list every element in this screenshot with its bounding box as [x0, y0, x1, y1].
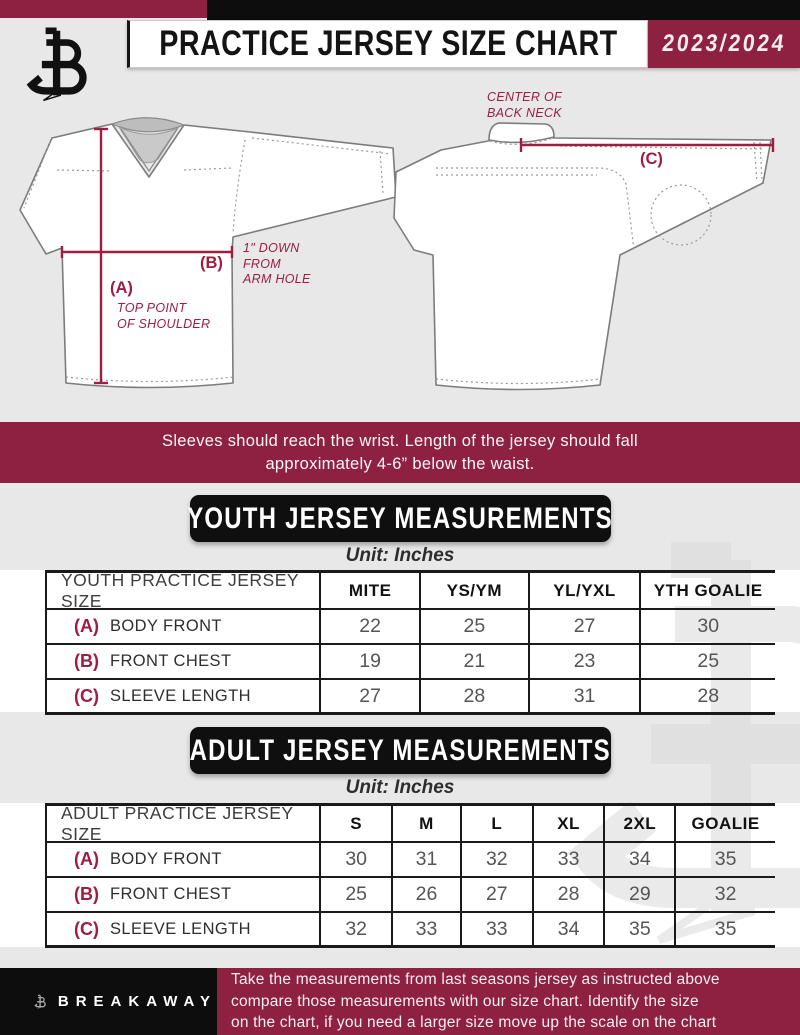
- table-row: [47, 645, 775, 680]
- breakaway-b-logo-footer: [34, 982, 48, 1022]
- footer-note-line2: compare those measurements with our size chart. Identify the size: [231, 992, 699, 1010]
- measure-c-tag: (C): [640, 150, 663, 168]
- cell-value: 19: [319, 645, 419, 678]
- footer-note-line1: Take the measurements from last seasons jersey as instructed above: [231, 971, 720, 989]
- brand-name: BREAKAWAY: [57, 993, 217, 1010]
- table-row: [47, 843, 775, 878]
- cell-value: 30: [319, 843, 391, 876]
- measure-b-tag: (B): [200, 254, 223, 272]
- cell-value: 29: [603, 878, 674, 911]
- cell-value: 33: [391, 913, 460, 945]
- cell-value: 28: [419, 680, 528, 712]
- table-row: [47, 913, 775, 948]
- table-row: [47, 680, 775, 715]
- page-title: PRACTICE JERSEY SIZE CHART: [159, 24, 618, 63]
- cell-value: 32: [674, 878, 775, 911]
- adult-section-heading: ADULT JERSEY MEASUREMENTS: [190, 727, 611, 774]
- row-tag: (C): [74, 685, 99, 706]
- cell-value: 31: [528, 680, 640, 712]
- cell-value: 32: [460, 843, 532, 876]
- cell-value: 35: [674, 843, 775, 876]
- cell-value: 30: [639, 610, 775, 643]
- row-tag: (C): [74, 918, 99, 939]
- cell-value: 22: [319, 610, 419, 643]
- season-label: 2023/2024: [660, 30, 788, 57]
- fit-notice-banner: [0, 422, 800, 483]
- season-badge: [648, 20, 800, 68]
- row-label: SLEEVE LENGTH: [110, 686, 251, 705]
- row-label: BODY FRONT: [110, 850, 222, 868]
- cell-value: 34: [603, 843, 674, 876]
- fit-notice-line2: approximately 4-6” below the waist.: [265, 454, 535, 473]
- adult-size-table: [45, 803, 775, 948]
- cell-value: 34: [532, 913, 604, 945]
- cell-value: 35: [674, 913, 775, 945]
- cell-value: 27: [460, 878, 532, 911]
- column-header: GOALIE: [674, 806, 775, 841]
- youth-size-table: [45, 570, 775, 715]
- column-header: S: [319, 806, 391, 841]
- column-header: M: [391, 806, 460, 841]
- title-banner: [127, 20, 648, 68]
- cell-value: 35: [603, 913, 674, 945]
- column-header: 2XL: [603, 806, 674, 841]
- table-header-row: [47, 802, 775, 844]
- row-label: SLEEVE LENGTH: [110, 919, 251, 938]
- cell-value: 23: [528, 645, 640, 678]
- cell-value: 33: [460, 913, 532, 945]
- header-black-strip: [207, 0, 800, 20]
- cell-value: 28: [639, 680, 775, 712]
- column-header: MITE: [319, 573, 419, 608]
- row-label: FRONT CHEST: [110, 652, 232, 670]
- measure-c-caption: CENTER OF BACK NECK: [487, 90, 562, 120]
- cell-value: 33: [532, 843, 604, 876]
- row-label: FRONT CHEST: [110, 885, 232, 903]
- cell-value: 25: [639, 645, 775, 678]
- column-header: YL/YXL: [528, 573, 640, 608]
- column-header: YTH GOALIE: [639, 573, 775, 608]
- column-header: YS/YM: [419, 573, 528, 608]
- column-header: XL: [532, 806, 604, 841]
- measure-b-caption: 1" DOWN FROM ARM HOLE: [243, 241, 311, 286]
- footer-note-line3: on the chart, if you need a larger size move up the scale on the chart: [231, 1014, 717, 1032]
- footer-note: [217, 968, 800, 1035]
- row-label: BODY FRONT: [110, 617, 222, 635]
- row-tag: (B): [74, 651, 99, 671]
- measure-a-tag: (A): [110, 279, 133, 297]
- adult-unit-label: Unit: Inches: [345, 777, 455, 798]
- cell-value: 25: [319, 878, 391, 911]
- table-header-row: [47, 569, 775, 611]
- footer-brand-block: [0, 968, 217, 1035]
- row-tag: (A): [74, 616, 99, 636]
- cell-value: 21: [419, 645, 528, 678]
- table-row: [47, 610, 775, 645]
- row-tag: (B): [74, 884, 99, 904]
- cell-value: 32: [319, 913, 391, 945]
- cell-value: 27: [319, 680, 419, 712]
- jersey-diagrams: [0, 68, 800, 420]
- cell-value: 25: [419, 610, 528, 643]
- column-header: ADULT PRACTICE JERSEY SIZE: [61, 802, 294, 844]
- row-tag: (A): [74, 849, 99, 869]
- fit-notice-line1: Sleeves should reach the wrist. Length of the jersey should fall: [162, 431, 638, 450]
- measure-a-caption: TOP POINT OF SHOULDER: [117, 301, 211, 331]
- table-row: [47, 878, 775, 913]
- column-header: YOUTH PRACTICE JERSEY SIZE: [61, 569, 299, 611]
- cell-value: 31: [391, 843, 460, 876]
- youth-section-heading: YOUTH JERSEY MEASUREMENTS: [190, 495, 611, 542]
- column-header: L: [460, 806, 532, 841]
- cell-value: 28: [532, 878, 604, 911]
- cell-value: 27: [528, 610, 640, 643]
- header-maroon-strip: [0, 0, 207, 18]
- youth-unit-label: Unit: Inches: [345, 545, 455, 566]
- cell-value: 26: [391, 878, 460, 911]
